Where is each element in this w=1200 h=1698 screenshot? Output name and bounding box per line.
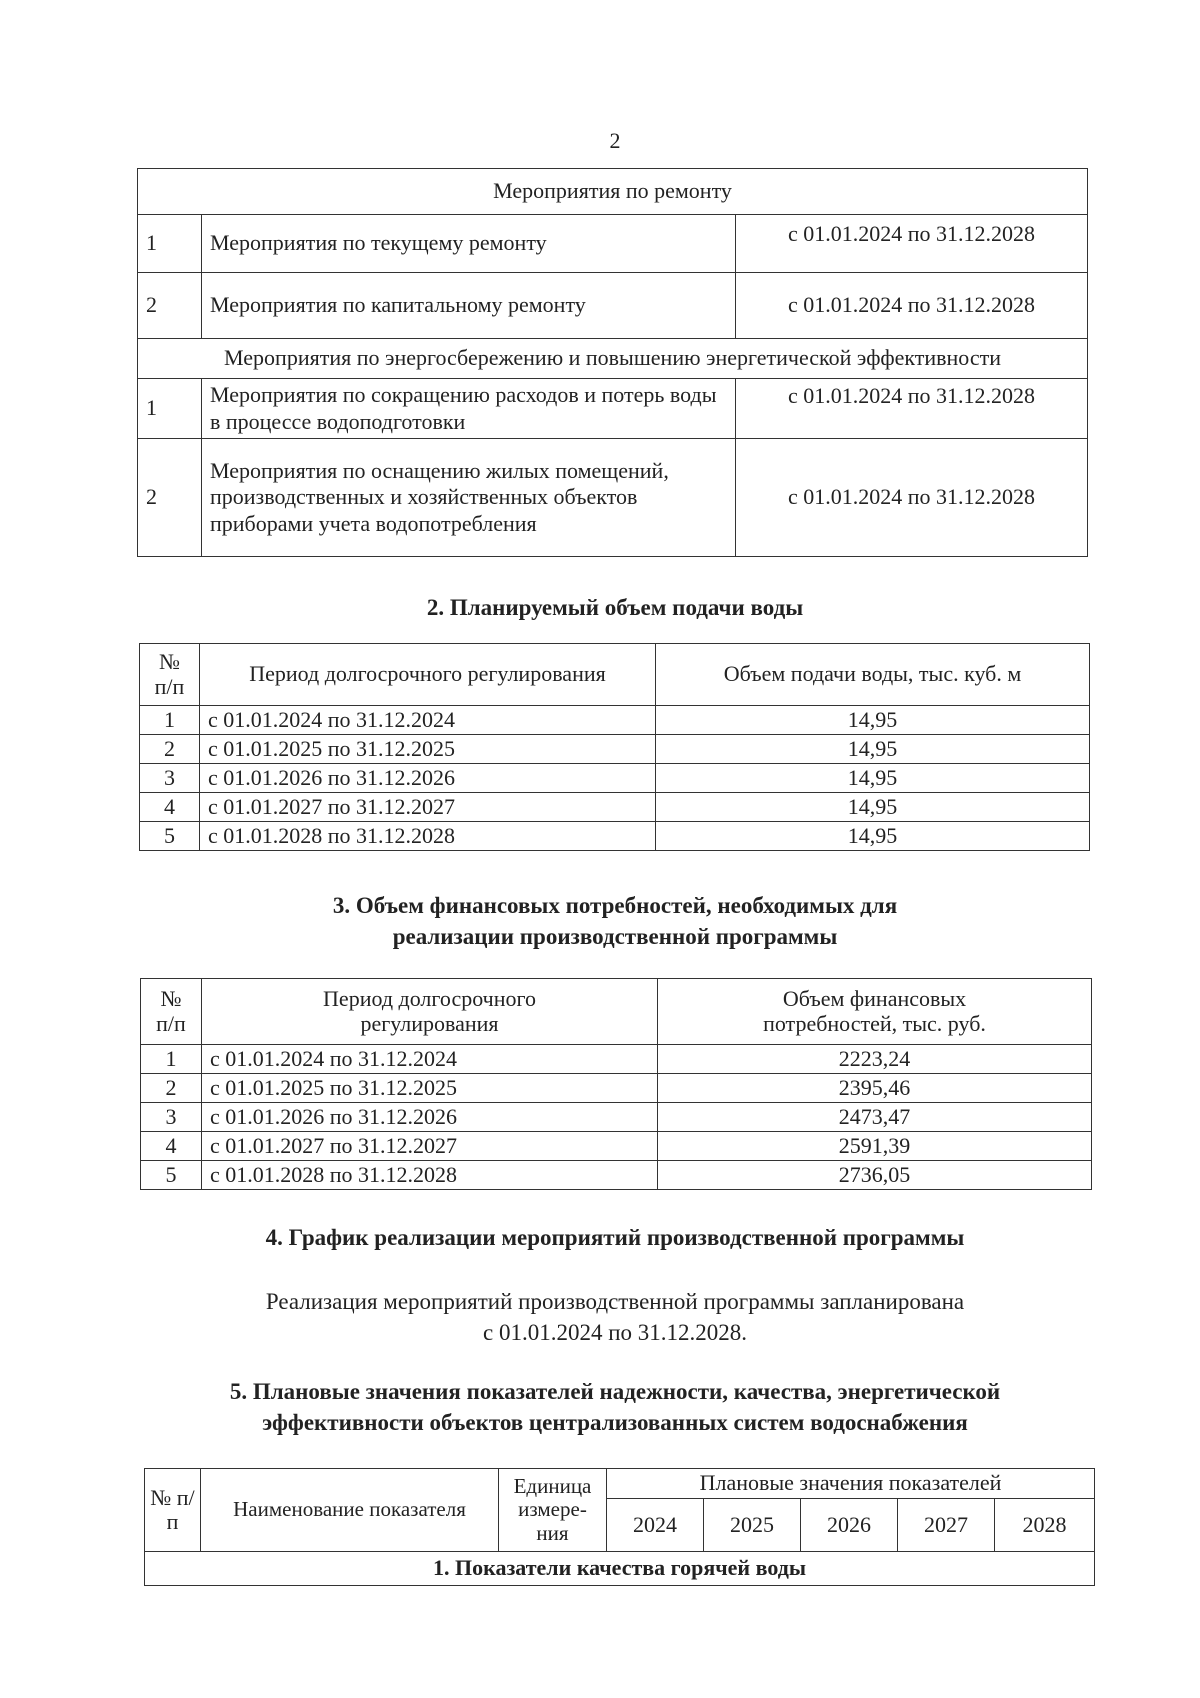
- row-value: 14,95: [656, 822, 1090, 851]
- row-num: 1: [141, 1045, 202, 1074]
- row-value: 14,95: [656, 735, 1090, 764]
- row-period: с 01.01.2025 по 31.12.2025: [200, 735, 656, 764]
- section-5-title-line1: 5. Плановые значения показателей надежности, качества, энергетической: [229, 1379, 1001, 1404]
- row-value: 14,95: [656, 764, 1090, 793]
- section-title-energy: Мероприятия по энергосбережению и повышению энергетической эффективности: [138, 339, 1088, 379]
- row-period: с 01.01.2024 по 31.12.2024: [200, 706, 656, 735]
- row-num: 4: [141, 1132, 202, 1161]
- col-header-year: 2028: [995, 1499, 1095, 1552]
- table-row: [141, 1161, 1092, 1190]
- indicators-table: [144, 1468, 1095, 1586]
- col-header-year: 2027: [898, 1499, 995, 1552]
- row-value: 14,95: [656, 706, 1090, 735]
- col-header-num: № п/п: [141, 979, 202, 1045]
- row-num: 1: [138, 379, 202, 439]
- section-3-title-line2: реализации производственной программы: [392, 924, 838, 950]
- row-num: 5: [140, 822, 200, 851]
- table-row: [138, 379, 1088, 439]
- col-header-unit: Единица измере-ния: [499, 1469, 607, 1552]
- col-header-planned-values: Плановые значения показателей: [607, 1469, 1095, 1499]
- row-value: 14,95: [656, 793, 1090, 822]
- table-row: [140, 706, 1090, 735]
- col-header-num: № п/п: [140, 644, 200, 706]
- section-2-title: 2. Планируемый объем подачи воды: [426, 595, 804, 620]
- row-period: с 01.01.2027 по 31.12.2027: [200, 793, 656, 822]
- col-header-volume: Объем финансовых потребностей, тыс. руб.: [658, 979, 1092, 1045]
- table-header-row: [140, 644, 1090, 706]
- table-header-row: [141, 979, 1092, 1045]
- section-5-title-line2: эффективности объектов централизованных систем водоснабжения: [262, 1410, 968, 1436]
- col-header-year: 2024: [607, 1499, 704, 1552]
- table-header-row: [145, 1469, 1095, 1499]
- row-value: 2591,39: [658, 1132, 1092, 1161]
- table-row: [138, 215, 1088, 273]
- section-4-text: [0, 1286, 1200, 1348]
- section-4-title: 4. График реализации мероприятий производственной программы: [265, 1225, 965, 1250]
- col-header-name: Наименование показателя: [201, 1469, 499, 1552]
- measure-name: Мероприятия по текущему ремонту: [202, 215, 736, 273]
- row-value: 2473,47: [658, 1103, 1092, 1132]
- row-num: 4: [140, 793, 200, 822]
- table-row: [140, 735, 1090, 764]
- table-row: [140, 793, 1090, 822]
- row-value: 2223,24: [658, 1045, 1092, 1074]
- row-num: 2: [141, 1074, 202, 1103]
- measure-period: с 01.01.2024 по 31.12.2028: [736, 215, 1088, 273]
- row-num: 2: [138, 439, 202, 557]
- row-num: 2: [140, 735, 200, 764]
- section-4-text-line1: Реализация мероприятий производственной программы запланирована: [265, 1289, 965, 1314]
- section-row-energy: [138, 339, 1088, 379]
- table-row: [141, 1132, 1092, 1161]
- measure-period: с 01.01.2024 по 31.12.2028: [736, 379, 1088, 439]
- measure-period: с 01.01.2024 по 31.12.2028: [736, 439, 1088, 557]
- row-num: 1: [140, 706, 200, 735]
- row-period: с 01.01.2024 по 31.12.2024: [202, 1045, 658, 1074]
- financial-needs-table: [140, 978, 1092, 1190]
- row-period: с 01.01.2028 по 31.12.2028: [200, 822, 656, 851]
- col-header-period: Период долгосрочного регулирования: [200, 644, 656, 706]
- table-row: [141, 1103, 1092, 1132]
- row-period: с 01.01.2028 по 31.12.2028: [202, 1161, 658, 1190]
- table-row: [141, 1045, 1092, 1074]
- water-volume-table: [139, 643, 1090, 851]
- measure-name: Мероприятия по капитальному ремонту: [202, 273, 736, 339]
- section-title-repair: Мероприятия по ремонту: [138, 169, 1088, 215]
- row-value: 2395,46: [658, 1074, 1092, 1103]
- row-num: 1: [138, 215, 202, 273]
- measure-name: Мероприятия по сокращению расходов и потерь воды в процессе водоподготовки: [202, 379, 736, 439]
- row-value: 2736,05: [658, 1161, 1092, 1190]
- col-header-volume: Объем подачи воды, тыс. куб. м: [656, 644, 1090, 706]
- col-header-year: 2025: [704, 1499, 801, 1552]
- measures-table: [137, 168, 1088, 557]
- col-header-period: Период долгосрочного регулирования: [202, 979, 658, 1045]
- row-num: 5: [141, 1161, 202, 1190]
- col-header-num: № п/п: [145, 1469, 201, 1552]
- table-subheader-row: [145, 1552, 1095, 1586]
- table-row: [138, 439, 1088, 557]
- section-5-title: [0, 1376, 1200, 1438]
- row-period: с 01.01.2026 по 31.12.2026: [200, 764, 656, 793]
- row-period: с 01.01.2025 по 31.12.2025: [202, 1074, 658, 1103]
- page-number: 2: [609, 128, 621, 153]
- row-period: с 01.01.2026 по 31.12.2026: [202, 1103, 658, 1132]
- row-num: 2: [138, 273, 202, 339]
- row-num: 3: [141, 1103, 202, 1132]
- table-row: [138, 273, 1088, 339]
- measure-period: с 01.01.2024 по 31.12.2028: [736, 273, 1088, 339]
- table-row: [140, 764, 1090, 793]
- subheader-hot-water-quality: 1. Показатели качества горячей воды: [145, 1552, 1095, 1586]
- col-header-year: 2026: [801, 1499, 898, 1552]
- table-row: [140, 822, 1090, 851]
- measure-name: Мероприятия по оснащению жилых помещений, производственных и хозяйственных объектов приборами учета водопотребления: [202, 439, 736, 557]
- section-3-title-line1: 3. Объем финансовых потребностей, необходимых для: [332, 893, 898, 918]
- section-3-title: [0, 890, 1200, 952]
- row-period: с 01.01.2027 по 31.12.2027: [202, 1132, 658, 1161]
- section-row-repair: [138, 169, 1088, 215]
- row-num: 3: [140, 764, 200, 793]
- table-row: [141, 1074, 1092, 1103]
- section-4-text-line2: с 01.01.2024 по 31.12.2028.: [482, 1320, 748, 1346]
